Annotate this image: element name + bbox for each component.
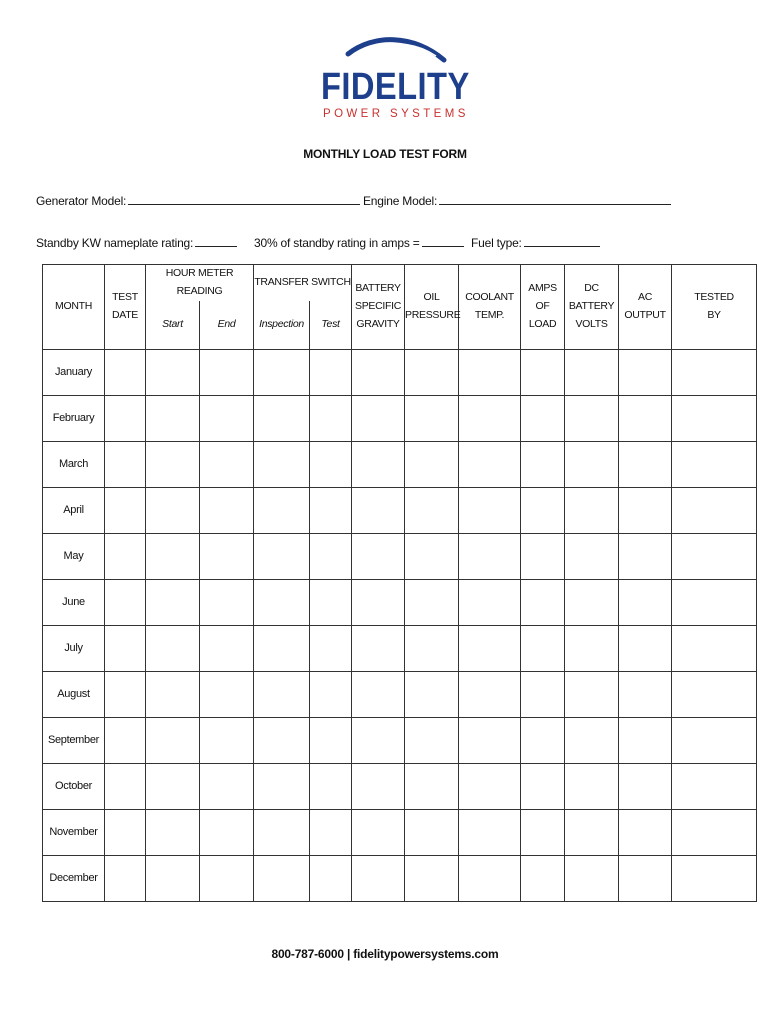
switch-test-cell[interactable]	[310, 809, 352, 855]
coolant-temp-cell[interactable]	[459, 763, 521, 809]
hour-start-cell[interactable]	[146, 855, 200, 901]
table-row	[43, 487, 757, 533]
dc-battery-volts-cell[interactable]	[565, 395, 619, 441]
ac-output-cell[interactable]	[619, 855, 672, 901]
hour-end-cell[interactable]	[200, 625, 254, 671]
standby-amps-blank[interactable]	[422, 236, 464, 247]
test-date-cell[interactable]	[105, 763, 146, 809]
tested-by-cell[interactable]	[672, 763, 757, 809]
dc-battery-volts-cell[interactable]	[565, 579, 619, 625]
ac-output-cell[interactable]	[619, 763, 672, 809]
hour-end-cell[interactable]	[200, 717, 254, 763]
hour-start-cell[interactable]	[146, 625, 200, 671]
month-label: April	[43, 487, 105, 533]
hour-start-cell[interactable]	[146, 487, 200, 533]
switch-test-cell[interactable]	[310, 625, 352, 671]
tested-by-cell[interactable]	[672, 395, 757, 441]
amps-of-load-cell[interactable]	[521, 579, 565, 625]
amps-of-load-cell[interactable]	[521, 763, 565, 809]
logo-tagline: POWER SYSTEMS	[323, 108, 469, 120]
hour-start-cell[interactable]	[146, 349, 200, 395]
battery-gravity-cell[interactable]	[352, 809, 405, 855]
hour-start-cell[interactable]	[146, 395, 200, 441]
ac-output-cell[interactable]	[619, 441, 672, 487]
oil-pressure-cell[interactable]	[405, 809, 459, 855]
generator-model-blank[interactable]	[128, 194, 360, 205]
fuel-type-blank[interactable]	[524, 236, 600, 247]
coolant-temp-cell[interactable]	[459, 487, 521, 533]
month-label: July	[43, 625, 105, 671]
coolant-temp-cell[interactable]	[459, 579, 521, 625]
hour-start-cell[interactable]	[146, 671, 200, 717]
month-label: August	[43, 671, 105, 717]
oil-pressure-cell[interactable]	[405, 717, 459, 763]
test-date-cell[interactable]	[105, 855, 146, 901]
hour-end-cell[interactable]	[200, 763, 254, 809]
battery-gravity-cell[interactable]	[352, 487, 405, 533]
switch-test-cell[interactable]	[310, 395, 352, 441]
switch-inspection-cell[interactable]	[254, 809, 310, 855]
switch-test-cell[interactable]	[310, 855, 352, 901]
standby-kw-field[interactable]	[36, 236, 237, 250]
table-row	[43, 625, 757, 671]
ac-output-cell[interactable]	[619, 395, 672, 441]
switch-inspection-cell[interactable]	[254, 533, 310, 579]
battery-gravity-cell[interactable]	[352, 855, 405, 901]
amps-of-load-cell[interactable]	[521, 809, 565, 855]
hour-start-cell[interactable]	[146, 717, 200, 763]
test-date-cell[interactable]	[105, 441, 146, 487]
dc-battery-volts-cell[interactable]	[565, 349, 619, 395]
battery-gravity-cell[interactable]	[352, 349, 405, 395]
header-ac-output: AC OUTPUT	[619, 265, 672, 350]
amps-of-load-cell[interactable]	[521, 349, 565, 395]
tested-by-cell[interactable]	[672, 671, 757, 717]
month-label: October	[43, 763, 105, 809]
ac-output-cell[interactable]	[619, 533, 672, 579]
switch-test-cell[interactable]	[310, 487, 352, 533]
switch-inspection-cell[interactable]	[254, 349, 310, 395]
hour-start-cell[interactable]	[146, 441, 200, 487]
ac-output-cell[interactable]	[619, 487, 672, 533]
engine-model-field[interactable]	[363, 194, 671, 208]
table-row	[43, 717, 757, 763]
oil-pressure-cell[interactable]	[405, 441, 459, 487]
header-coolant-temp: COOLANT TEMP.	[459, 265, 521, 350]
hour-end-cell[interactable]	[200, 671, 254, 717]
amps-of-load-cell[interactable]	[521, 625, 565, 671]
switch-test-cell[interactable]	[310, 349, 352, 395]
switch-inspection-cell[interactable]	[254, 441, 310, 487]
header-hour-meter: HOUR METER READING	[146, 265, 254, 301]
generator-model-label: Generator Model:	[36, 194, 127, 208]
oil-pressure-cell[interactable]	[405, 395, 459, 441]
tested-by-cell[interactable]	[672, 717, 757, 763]
hour-start-cell[interactable]	[146, 579, 200, 625]
battery-gravity-cell[interactable]	[352, 763, 405, 809]
form-title: MONTHLY LOAD TEST FORM	[303, 147, 467, 161]
table-row	[43, 533, 757, 579]
battery-gravity-cell[interactable]	[352, 441, 405, 487]
test-date-cell[interactable]	[105, 487, 146, 533]
tested-by-cell[interactable]	[672, 487, 757, 533]
hour-start-cell[interactable]	[146, 533, 200, 579]
coolant-temp-cell[interactable]	[459, 625, 521, 671]
dc-battery-volts-cell[interactable]	[565, 671, 619, 717]
tested-by-cell[interactable]	[672, 441, 757, 487]
tested-by-cell[interactable]	[672, 533, 757, 579]
logo-wordmark: FIDELITY	[321, 66, 470, 108]
oil-pressure-cell[interactable]	[405, 487, 459, 533]
oil-pressure-cell[interactable]	[405, 533, 459, 579]
fuel-type-field[interactable]	[471, 236, 600, 250]
switch-inspection-cell[interactable]	[254, 487, 310, 533]
ac-output-cell[interactable]	[619, 671, 672, 717]
switch-inspection-cell[interactable]	[254, 717, 310, 763]
test-date-cell[interactable]	[105, 579, 146, 625]
amps-of-load-cell[interactable]	[521, 717, 565, 763]
test-date-cell[interactable]	[105, 625, 146, 671]
dc-battery-volts-cell[interactable]	[565, 441, 619, 487]
battery-gravity-cell[interactable]	[352, 395, 405, 441]
dc-battery-volts-cell[interactable]	[565, 625, 619, 671]
dc-battery-volts-cell[interactable]	[565, 533, 619, 579]
table-row	[43, 855, 757, 901]
dc-battery-volts-cell[interactable]	[565, 855, 619, 901]
coolant-temp-cell[interactable]	[459, 717, 521, 763]
oil-pressure-cell[interactable]	[405, 671, 459, 717]
table-row	[43, 763, 757, 809]
oil-pressure-cell[interactable]	[405, 625, 459, 671]
test-date-cell[interactable]	[105, 717, 146, 763]
coolant-temp-cell[interactable]	[459, 671, 521, 717]
switch-test-cell[interactable]	[310, 441, 352, 487]
month-label: May	[43, 533, 105, 579]
ac-output-cell[interactable]	[619, 625, 672, 671]
month-label: June	[43, 579, 105, 625]
table-row	[43, 349, 757, 395]
tested-by-cell[interactable]	[672, 625, 757, 671]
hour-end-cell[interactable]	[200, 395, 254, 441]
table-row	[43, 579, 757, 625]
ac-output-cell[interactable]	[619, 349, 672, 395]
standby-amps-label: 30% of standby rating in amps =	[254, 236, 420, 250]
test-date-cell[interactable]	[105, 671, 146, 717]
test-date-cell[interactable]	[105, 395, 146, 441]
header-end: End	[200, 301, 254, 350]
oil-pressure-cell[interactable]	[405, 349, 459, 395]
header-transfer-switch: TRANSFER SWITCH	[254, 265, 352, 301]
table-row	[43, 395, 757, 441]
ac-output-cell[interactable]	[619, 809, 672, 855]
battery-gravity-cell[interactable]	[352, 625, 405, 671]
header-dc-battery-volts: DC BATTERY VOLTS	[565, 265, 619, 350]
switch-inspection-cell[interactable]	[254, 763, 310, 809]
month-label: March	[43, 441, 105, 487]
oil-pressure-cell[interactable]	[405, 579, 459, 625]
battery-gravity-cell[interactable]	[352, 671, 405, 717]
header-test-date: TEST DATE	[105, 265, 146, 350]
month-label: January	[43, 349, 105, 395]
coolant-temp-cell[interactable]	[459, 441, 521, 487]
table-row	[43, 809, 757, 855]
standby-kw-label: Standby KW nameplate rating:	[36, 236, 194, 250]
switch-test-cell[interactable]	[310, 717, 352, 763]
dc-battery-volts-cell[interactable]	[565, 809, 619, 855]
coolant-temp-cell[interactable]	[459, 809, 521, 855]
header-battery-gravity: BATTERY SPECIFIC GRAVITY	[352, 265, 405, 350]
dc-battery-volts-cell[interactable]	[565, 717, 619, 763]
amps-of-load-cell[interactable]	[521, 855, 565, 901]
hour-end-cell[interactable]	[200, 855, 254, 901]
dc-battery-volts-cell[interactable]	[565, 487, 619, 533]
header-inspection: Inspection	[254, 301, 310, 350]
hour-end-cell[interactable]	[200, 579, 254, 625]
table-row	[43, 441, 757, 487]
header-amps-of-load: AMPS OF LOAD	[521, 265, 565, 350]
tested-by-cell[interactable]	[672, 579, 757, 625]
tested-by-cell[interactable]	[672, 855, 757, 901]
company-logo	[318, 36, 470, 126]
switch-inspection-cell[interactable]	[254, 671, 310, 717]
tested-by-cell[interactable]	[672, 809, 757, 855]
test-date-cell[interactable]	[105, 349, 146, 395]
switch-inspection-cell[interactable]	[254, 395, 310, 441]
month-label: February	[43, 395, 105, 441]
oil-pressure-cell[interactable]	[405, 763, 459, 809]
switch-test-cell[interactable]	[310, 579, 352, 625]
battery-gravity-cell[interactable]	[352, 579, 405, 625]
month-label: September	[43, 717, 105, 763]
amps-of-load-cell[interactable]	[521, 533, 565, 579]
switch-test-cell[interactable]	[310, 671, 352, 717]
oil-pressure-cell[interactable]	[405, 855, 459, 901]
engine-model-blank[interactable]	[439, 194, 671, 205]
month-label: November	[43, 809, 105, 855]
hour-end-cell[interactable]	[200, 349, 254, 395]
header-test: Test	[310, 301, 352, 350]
coolant-temp-cell[interactable]	[459, 533, 521, 579]
hour-end-cell[interactable]	[200, 809, 254, 855]
footer-contact: 800-787-6000 | fidelitypowersystems.com	[271, 947, 499, 961]
switch-test-cell[interactable]	[310, 763, 352, 809]
amps-of-load-cell[interactable]	[521, 441, 565, 487]
tested-by-cell[interactable]	[672, 349, 757, 395]
switch-test-cell[interactable]	[310, 533, 352, 579]
month-label: December	[43, 855, 105, 901]
ac-output-cell[interactable]	[619, 717, 672, 763]
hour-end-cell[interactable]	[200, 441, 254, 487]
hour-start-cell[interactable]	[146, 763, 200, 809]
header-tested-by: TESTED BY	[672, 265, 757, 350]
coolant-temp-cell[interactable]	[459, 349, 521, 395]
engine-model-label: Engine Model:	[363, 194, 438, 208]
amps-of-load-cell[interactable]	[521, 395, 565, 441]
switch-inspection-cell[interactable]	[254, 855, 310, 901]
hour-end-cell[interactable]	[200, 533, 254, 579]
header-start: Start	[146, 301, 200, 350]
battery-gravity-cell[interactable]	[352, 533, 405, 579]
dc-battery-volts-cell[interactable]	[565, 763, 619, 809]
battery-gravity-cell[interactable]	[352, 717, 405, 763]
amps-of-load-cell[interactable]	[521, 487, 565, 533]
hour-start-cell[interactable]	[146, 809, 200, 855]
test-date-cell[interactable]	[105, 533, 146, 579]
generator-model-field[interactable]	[36, 194, 360, 208]
amps-of-load-cell[interactable]	[521, 671, 565, 717]
test-date-cell[interactable]	[105, 809, 146, 855]
ac-output-cell[interactable]	[619, 579, 672, 625]
standby-amps-field[interactable]	[254, 236, 464, 250]
switch-inspection-cell[interactable]	[254, 625, 310, 671]
standby-kw-blank[interactable]	[195, 236, 237, 247]
hour-end-cell[interactable]	[200, 487, 254, 533]
table-row	[43, 671, 757, 717]
load-test-table	[42, 264, 757, 902]
coolant-temp-cell[interactable]	[459, 855, 521, 901]
header-month: MONTH	[43, 265, 105, 350]
fuel-type-label: Fuel type:	[471, 236, 522, 250]
header-oil-pressure: OIL PRESSURE	[405, 265, 459, 350]
coolant-temp-cell[interactable]	[459, 395, 521, 441]
switch-inspection-cell[interactable]	[254, 579, 310, 625]
